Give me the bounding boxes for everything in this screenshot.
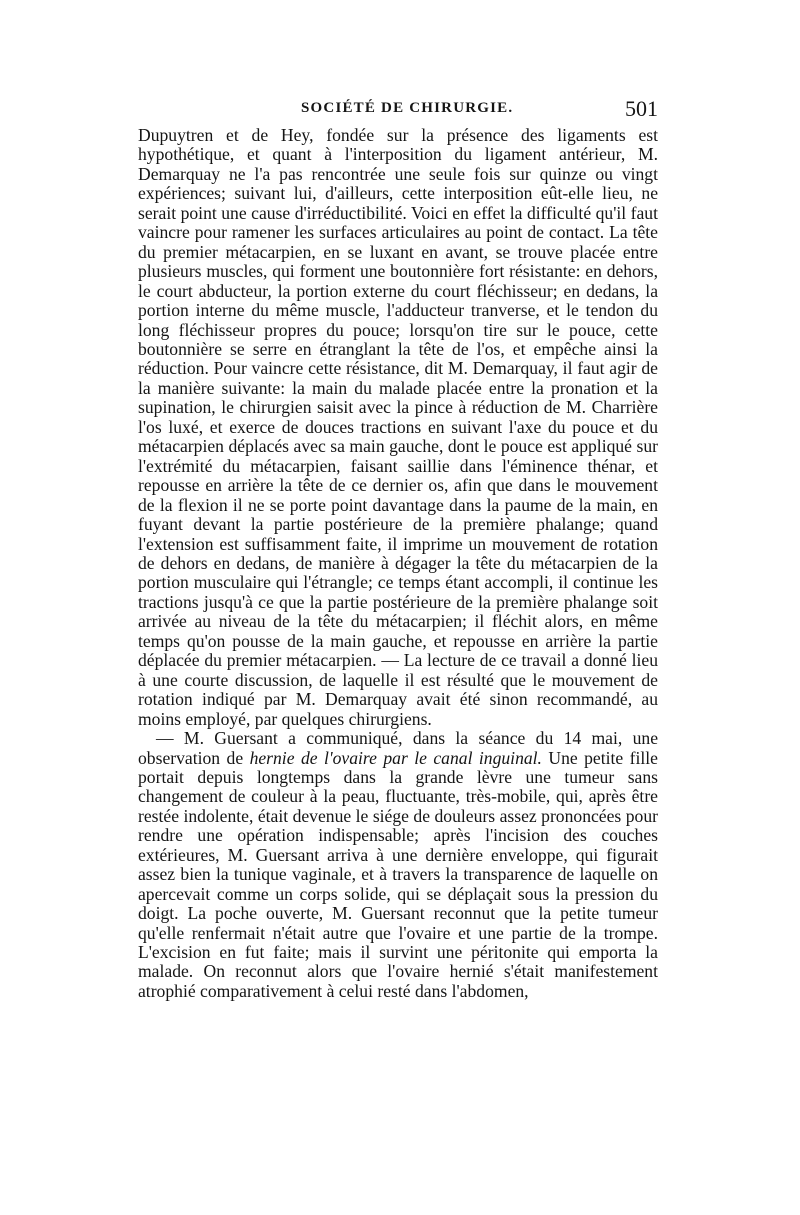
paragraph-continuation: Dupuytren et de Hey, fondée sur la présence des ligaments est hypothétique, et quant à l'interposition du ligament antérieur, M. Demarquay ne l'a pas rencontrée une seule fois sur quinze ou vingt expériences; suivant lui, d'ailleurs, cette interposition eût-elle lieu, ne serait point une cause d'irréductibilité. Voici en effet la difficulté qu'il faut vaincre pour ramener les surfaces articulaires au point de contact. La tête du premier métacarpien, en se luxant en avant, se trouve placée entre plusieurs muscles, qui forment une boutonnière fort résistante: en dehors, le court abducteur, la portion externe du court fléchisseur; en dedans, la portion interne du même muscle, l'adducteur tranverse, et le tendon du long fléchisseur propres du pouce; lorsqu'on tire sur le pouce, cette boutonnière se serre en étranglant la tête de l'os, et empêche ainsi la réduction. Pour vaincre cette résistance, dit M. Demarquay, il faut agir de la manière suivante: la main du malade placée entre la pronation et la supination, le chirurgien saisit avec la pince à réduction de M. Charrière l'os luxé, et exerce de douces tractions en suivant l'axe du pouce et du métacarpien déplacés avec sa main gauche, dont le pouce est appliqué sur l'extrémité du métacarpien, faisant saillie dans l'éminence thénar, et repousse en arrière la tête de ce dernier os, afin que dans le mouvement de la flexion il ne se porte point davantage dans la paume de la main, en fuyant devant la partie postérieure de la première phalange; quand l'extension est suffisamment faite, il imprime un mouvement de rotation de dehors en dedans, de manière à dégager la tête du métacarpien de la portion musculaire qui l'étrangle; ce temps étant accompli, il continue les tractions jusqu'à ce que la partie postérieure de la première phalange soit arrivée au niveau de la tête du métacarpien; il fléchit alors, en même temps qu'on pousse de la main gauche, et repousse en arrière la partie déplacée du premier métacarpien. — La lecture de ce travail a donné lieu à une courte discussion, de laquelle il est résulté que le mouvement de rotation indiqué par M. Demarquay avait été sinon recommandé, au moins employé, par quelques chirurgiens. <box>138 125 658 729</box>
paragraph-text-before: — M. Guersant a communiqué, dans la séance du 14 mai, une observation de <box>138 728 658 768</box>
running-title: SOCIÉTÉ DE CHIRURGIE. <box>301 100 514 116</box>
running-header <box>138 98 658 128</box>
paragraph-text-after: Une petite fille portait depuis longtemps dans la grande lèvre une tumeur sans changement de couleur à la peau, fluctuante, très-mobile, qui, après être restée indolente, était devenue le siége de douleurs assez prononcées pour rendre une opération indispensable; après l'incision des couches extérieures, M. Guersant arriva à une dernière enveloppe, qui figurait assez bien la tunique vaginale, et à travers la transparence de laquelle on apercevait comme un corps solide, qui se déplaçait sous la pression du doigt. La poche ouverte, M. Guersant reconnut que la petite tumeur qu'elle renfermait n'était autre que l'ovaire et une partie de la trompe. L'excision en fut faite; mais il survint une péritonite qui emporta la malade. On reconnut alors que l'ovaire hernié s'était manifestement atrophié comparativement à celui resté dans l'abdomen, <box>138 747 658 1001</box>
page-number: 501 <box>625 96 658 121</box>
paragraph-guersant <box>138 729 658 1001</box>
body-text <box>138 126 658 1001</box>
emphasis-hernie-ovaire: hernie de l'ovaire par le canal inguinal. <box>249 747 542 768</box>
